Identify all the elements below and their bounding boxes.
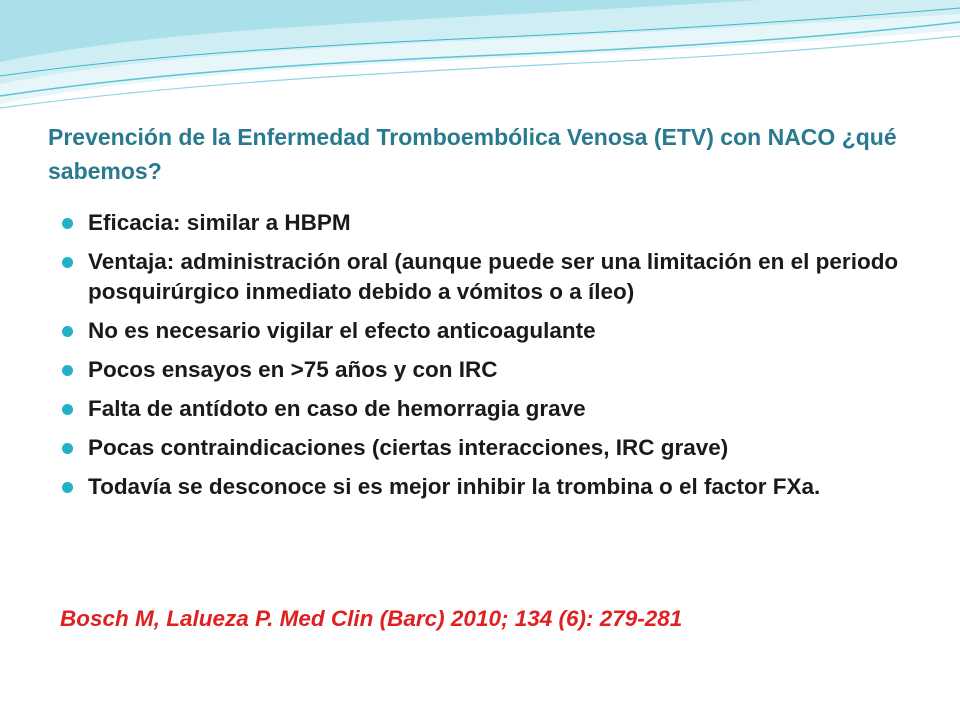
bullet-marker-icon [62, 404, 73, 415]
bullet-item [60, 247, 900, 307]
bullet-item [60, 472, 900, 502]
bullet-text: Todavía se desconoce si es mejor inhibir la trombina o el factor FXa. [88, 474, 821, 499]
bullet-text: Falta de antídoto en caso de hemorragia grave [88, 396, 586, 421]
slide-title: Prevención de la Enfermedad Tromboembólica Venosa (ETV) con NACO ¿qué sabemos? [48, 124, 897, 184]
bullet-marker-icon [62, 218, 73, 229]
bullet-marker-icon [62, 443, 73, 454]
bullet-text: No es necesario vigilar el efecto anticoagulante [88, 318, 596, 343]
bullet-item [60, 208, 900, 238]
bullet-item [60, 433, 900, 463]
bullet-text: Pocos ensayos en >75 años y con IRC [88, 357, 498, 382]
bullet-marker-icon [62, 257, 73, 268]
header-wave-decoration [0, 0, 960, 120]
citation-reference: Bosch M, Lalueza P. Med Clin (Barc) 2010; 134 (6): 279-281 [60, 606, 683, 631]
bullet-item [60, 394, 900, 424]
bullet-marker-icon [62, 482, 73, 493]
bullet-text: Ventaja: administración oral (aunque puede ser una limitación en el periodo posquirúrgico inmediato debido a vómitos o a íleo) [88, 249, 899, 304]
bullet-list [60, 208, 900, 511]
bullet-item [60, 355, 900, 385]
bullet-marker-icon [62, 326, 73, 337]
bullet-item [60, 316, 900, 346]
bullet-text: Eficacia: similar a HBPM [88, 210, 351, 235]
bullet-marker-icon [62, 365, 73, 376]
bullet-text: Pocas contraindicaciones (ciertas interacciones, IRC grave) [88, 435, 729, 460]
